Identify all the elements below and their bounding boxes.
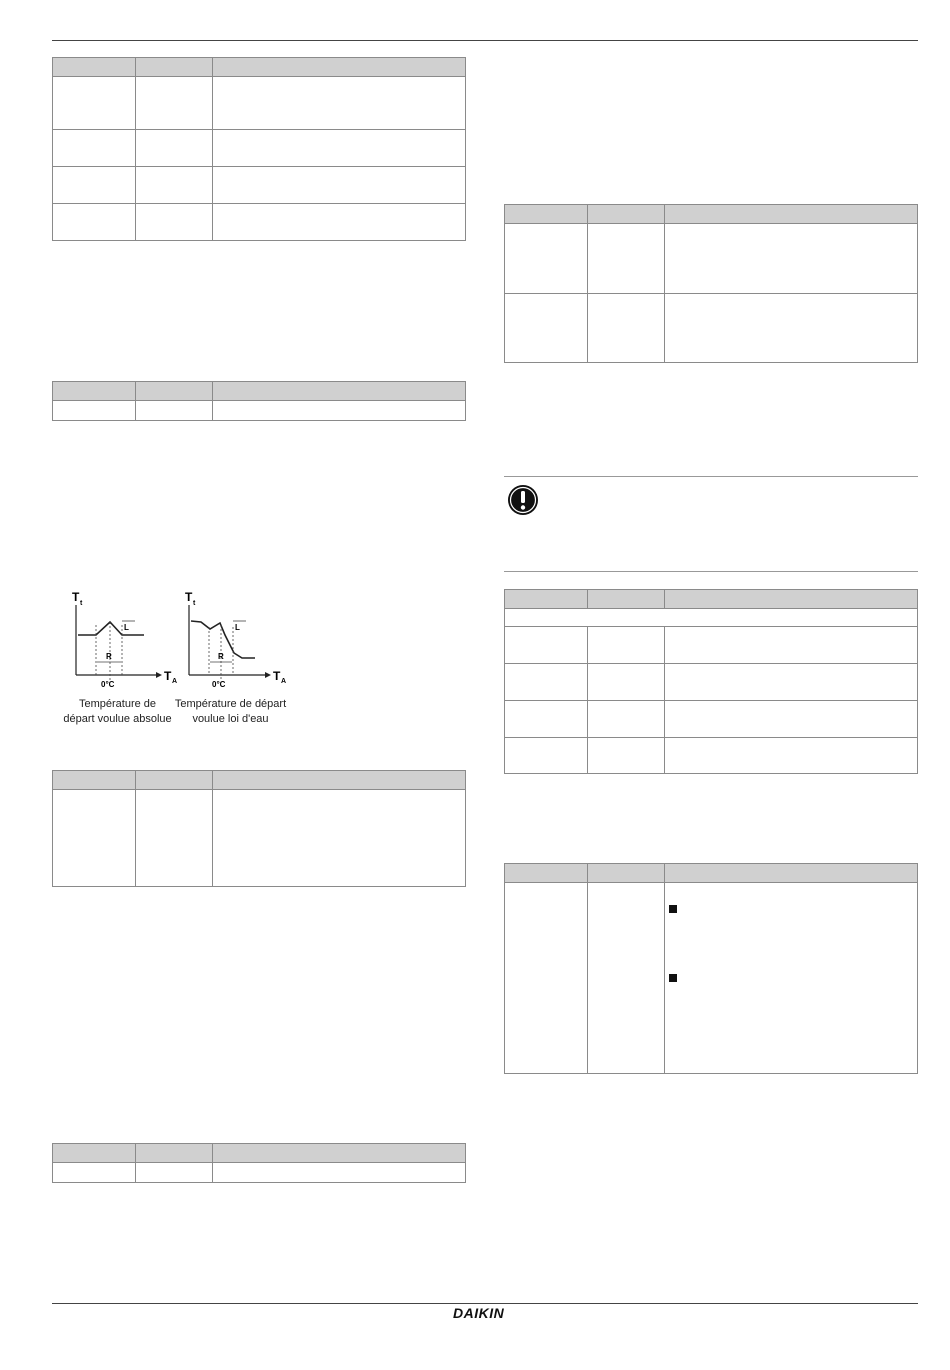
diagram-absolute — [72, 590, 177, 689]
table-row — [505, 701, 918, 738]
table-row — [53, 77, 466, 130]
zero-label: 0°C — [101, 680, 115, 689]
table-row — [505, 294, 918, 363]
daikin-logo: DAIKIN — [453, 1305, 505, 1321]
table-row — [53, 130, 466, 167]
x-axis-label: T — [273, 669, 281, 683]
y-axis-sub: t — [80, 600, 83, 607]
table-header-row — [505, 864, 918, 883]
table-header-row — [505, 590, 918, 609]
table-header-row — [53, 771, 466, 790]
table-row — [505, 224, 918, 294]
exclamation-circle-icon — [507, 484, 539, 516]
table-row — [505, 738, 918, 774]
table-row — [53, 1163, 466, 1183]
caption-line-1: Température de départ — [174, 698, 287, 710]
header-rule — [52, 40, 918, 41]
settings-table-6 — [504, 589, 918, 774]
square-bullet-icon — [669, 905, 677, 913]
temperature-diagrams — [60, 585, 300, 695]
settings-table-1 — [52, 57, 466, 241]
table-row — [505, 883, 918, 1074]
caption-line-2: voulue loi d'eau — [192, 713, 269, 725]
y-axis-label: T — [72, 590, 80, 604]
table-row — [53, 790, 466, 887]
caption-line-2: départ voulue absolue — [63, 713, 172, 725]
table-header-row — [53, 58, 466, 77]
table-header-row — [53, 382, 466, 401]
l-label: L — [124, 623, 129, 632]
y-axis-sub: t — [193, 600, 196, 607]
table-header-row — [505, 205, 918, 224]
settings-table-7 — [504, 863, 918, 1074]
y-axis-label: T — [185, 590, 193, 604]
zero-label: 0°C — [212, 680, 226, 689]
notice-rule-bottom — [504, 571, 918, 572]
x-axis-sub: A — [172, 678, 178, 685]
footer-rule — [52, 1303, 918, 1304]
settings-table-5 — [504, 204, 918, 363]
r-label: R — [106, 652, 112, 661]
diagram-weather-dependent — [185, 590, 286, 689]
table-row — [53, 401, 466, 421]
table-row — [505, 664, 918, 701]
diagram-caption-absolute — [60, 697, 175, 727]
x-axis-label: T — [164, 669, 172, 683]
square-bullet-icon — [669, 974, 677, 982]
table-row — [505, 627, 918, 664]
r-label: R — [218, 652, 224, 661]
table-row — [53, 167, 466, 204]
settings-table-4 — [52, 1143, 466, 1183]
l-label: L — [235, 623, 240, 632]
notice-rule-top — [504, 476, 918, 477]
table-group-row — [505, 609, 918, 627]
caption-line-1: Température de — [78, 698, 157, 710]
table-header-row — [53, 1144, 466, 1163]
diagram-caption-weather — [168, 697, 293, 727]
settings-table-2 — [52, 381, 466, 421]
x-axis-sub: A — [281, 678, 287, 685]
settings-table-3 — [52, 770, 466, 887]
table-row — [53, 204, 466, 241]
